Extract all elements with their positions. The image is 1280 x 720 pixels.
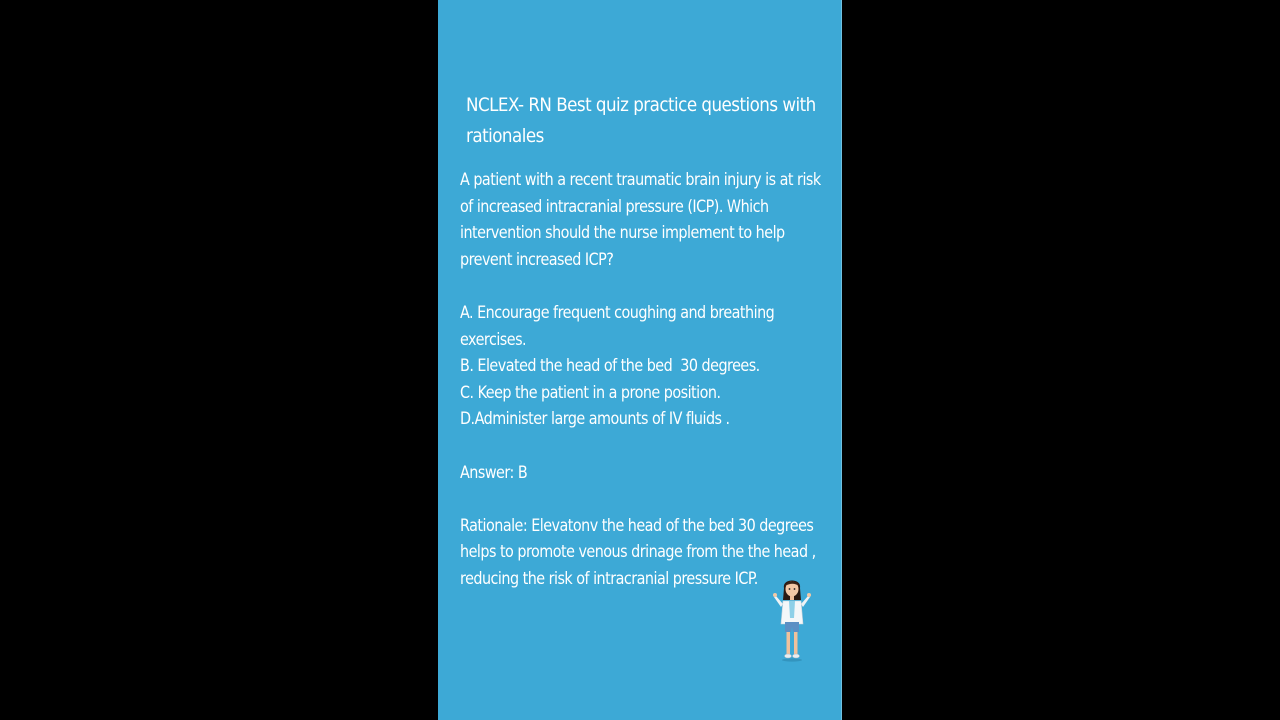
nurse-avatar-icon <box>768 574 816 664</box>
rationale-text <box>460 513 817 593</box>
answer-options <box>460 300 817 433</box>
quiz-title-line: NCLEX- RN Best quiz practice questions with <box>466 94 816 116</box>
spacer <box>460 273 817 300</box>
quiz-body <box>460 167 821 593</box>
rationale-line: Rationale: Elevatonv the head of the bed 30 degrees <box>460 515 814 535</box>
question-line: of increased intracranial pressure (ICP). Which <box>460 196 769 216</box>
answer-text: Answer: B <box>460 462 528 482</box>
rationale-line: reducing the risk of intracranial pressure ICP. <box>460 568 758 588</box>
quiz-card <box>438 0 842 720</box>
question-line: prevent increased ICP? <box>460 249 614 269</box>
option-d: D.Administer large amounts of IV fluids . <box>460 409 730 429</box>
option-c: C. Keep the patient in a prone position. <box>460 382 721 402</box>
quiz-title <box>466 90 818 152</box>
rationale-line: helps to promote venous drinage from the the head , <box>460 542 816 562</box>
question-line: intervention should the nurse implement to help <box>460 223 785 243</box>
spacer <box>460 486 817 513</box>
option-a-continued: exercises. <box>460 329 527 349</box>
question-text <box>460 167 821 273</box>
spacer <box>460 433 817 460</box>
option-a: A. Encourage frequent coughing and breathing <box>460 302 775 322</box>
option-b: B. Elevated the head of the bed 30 degrees. <box>460 356 760 376</box>
question-line: A patient with a recent traumatic brain injury is at risk <box>460 170 821 189</box>
quiz-title-line: rationales <box>466 125 544 147</box>
